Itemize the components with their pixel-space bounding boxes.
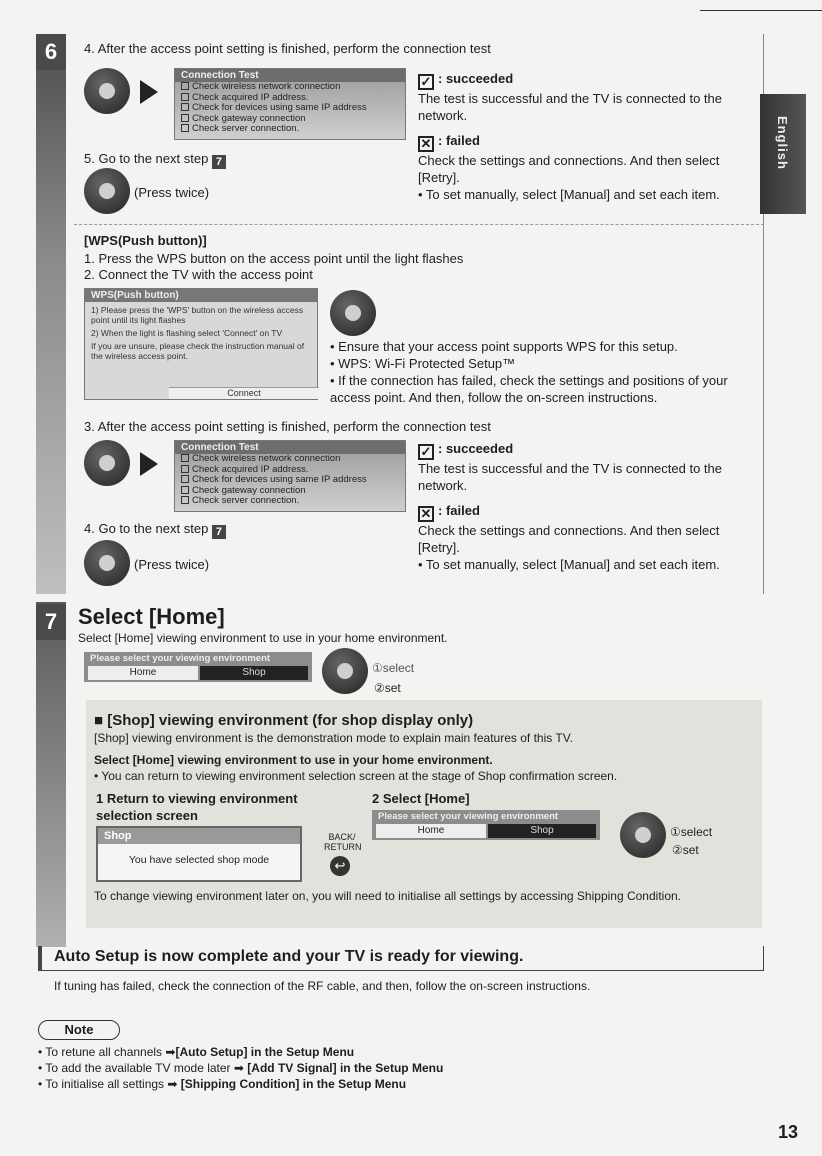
shop-desc: [Shop] viewing environment is the demonstration mode to explain main features of this TV. [94,731,573,745]
remote-ok-icon [620,812,666,858]
step6-b-step3: 3. After the access point setting is finished, perform the connection test [84,419,491,434]
remote-ok-icon [322,648,368,694]
succeeded-label: : succeeded [438,441,514,456]
env-select-bar [84,652,312,682]
env-title: Please select your viewing environment [90,653,271,664]
checkbox-icon [181,486,189,494]
check-item: Check for devices using same IP address [192,102,367,113]
env-title: Please select your viewing environment [378,811,559,822]
back-icon: ↩ [330,856,350,876]
shop-panel-title: Shop [98,828,300,844]
wps-p1: 1) Please press the 'WPS' button on the wireless access point until its light flashes [91,305,304,325]
shop-note: • You can return to viewing environment selection screen at the stage of Shop confirmation screen. [94,769,618,783]
step6-b-step4: 4. Go to the next step [84,521,209,536]
select-label: ①select [372,661,415,675]
wps-note: • If the connection has failed, check the settings and positions of your access point. And then, follow the on-screen instructions. [330,373,728,405]
step6-bar [36,34,66,594]
step7-intro: Select [Home] viewing environment to use in your home environment. [78,631,448,645]
remote-ok-icon [330,290,376,336]
step7-number: 7 [36,604,66,640]
note-pre: • To retune all channels [38,1045,163,1059]
succeeded-label: : succeeded [438,71,514,86]
remote-down-icon [84,540,130,586]
substep-num: 1 [96,791,104,806]
failed-icon: ✕ [418,506,434,522]
substep2-text: Select [Home] [382,791,470,806]
checkbox-icon [181,93,189,101]
succeeded-icon: ✓ [418,444,434,460]
manual-text: • To set manually, select [Manual] and set each item. [418,187,720,202]
wps-step2: 2. Connect the TV with the access point [84,267,313,282]
connection-test-panel [174,68,406,140]
panel-title: Connection Test [175,441,405,454]
wps-connect-button: Connect [169,387,319,399]
check-item: Check wireless network connection [192,81,341,92]
wps-step1: 1. Press the WPS button on the access point until the light flashes [84,251,464,266]
remote-ok-icon [84,68,130,114]
checkbox-icon [181,465,189,473]
env-shop: Shop [200,666,308,680]
shop-panel [96,826,302,882]
checkbox-icon [181,114,189,122]
select-label: ①select [670,825,713,839]
substep-num: 2 [372,791,380,806]
set-label: ②set [374,681,401,695]
shop-bold: Select [Home] viewing environment to use in your home environment. [94,753,493,767]
language-tab [760,94,806,214]
shop-heading: ■ [Shop] viewing environment (for shop display only) [94,712,474,729]
language-label: English [775,116,790,170]
back-return-label: BACK/ RETURN [324,832,362,852]
step7-title: Select [Home] [78,604,225,629]
connection-test-panel [174,440,406,512]
next-step-badge: 7 [212,155,226,169]
failed-icon: ✕ [418,136,434,152]
checkbox-icon [181,475,189,483]
failed-text: Check the settings and connections. And then select [Retry]. [418,153,720,185]
env-home: Home [88,666,198,680]
check-item: Check gateway connection [192,112,306,124]
succeeded-text: The test is successful and the TV is connected to the network. [418,91,722,123]
complete-text: Auto Setup is now complete and your TV is ready for viewing. [54,948,524,965]
press-twice: (Press twice) [134,185,210,200]
failed-text: Check the settings and connections. And then select [Retry]. [418,523,720,555]
arrow-icon: ➡ [233,1061,244,1075]
note-label: Note [38,1020,120,1040]
env-shop: Shop [488,824,596,838]
remote-ok-icon [84,440,130,486]
shop-panel-text: You have selected shop mode [128,854,270,866]
arrow-right-icon [140,452,158,476]
panel-title: Connection Test [175,69,405,82]
tuning-failed: If tuning has failed, check the connection of the RF cable, and then, follow the on-screen instructions. [54,979,591,993]
step6-number: 6 [36,34,66,70]
checkbox-icon [181,496,189,504]
set-label: ②set [672,843,699,857]
succeeded-icon: ✓ [418,74,434,90]
note-pre: • To initialise all settings [38,1077,165,1091]
failed-label: : failed [438,133,480,148]
check-item: Check gateway connection [192,484,306,496]
wps-heading: [WPS(Push button)] [84,233,207,248]
arrow-icon: ➡ [165,1045,176,1059]
note-bold: [Auto Setup] in the Setup Menu [175,1045,355,1059]
wps-panel [84,288,318,400]
check-item: Check for devices using same IP address [192,474,367,485]
wps-panel-title: WPS(Push button) [85,289,317,302]
check-item: Check server connection. [192,495,300,506]
failed-label: : failed [438,503,480,518]
wps-p3: If you are unsure, please check the instruction manual of the wireless access point. [91,341,305,361]
check-item: Check acquired IP address. [192,91,309,103]
arrow-icon: ➡ [167,1077,178,1091]
wps-p2: 2) When the light is flashing select 'Connect' on TV [91,328,283,338]
checkbox-icon [181,82,189,90]
substep1-text: Return to viewing environment selection screen [96,791,298,823]
press-twice: (Press twice) [134,557,210,572]
arrow-right-icon [140,80,158,104]
divider [74,224,764,225]
remote-down-icon [84,168,130,214]
check-item: Check acquired IP address. [192,463,309,475]
manual-text: • To set manually, select [Manual] and set each item. [418,557,720,572]
check-item: Check server connection. [192,123,300,134]
next-step-badge: 7 [212,525,226,539]
note-pre: • To add the available TV mode later [38,1061,231,1075]
succeeded-text: The test is successful and the TV is connected to the network. [418,461,722,493]
step7-bar [36,602,66,947]
page-number: 13 [778,1122,799,1142]
env-home: Home [376,824,486,838]
top-rule [700,10,822,11]
env-select-bar [372,810,600,840]
note-bold: [Add TV Signal] in the Setup Menu [247,1061,444,1075]
wps-note: • Ensure that your access point supports WPS for this setup. [330,339,678,354]
checkbox-icon [181,454,189,462]
checkbox-icon [181,103,189,111]
check-item: Check wireless network connection [192,453,341,464]
checkbox-icon [181,124,189,132]
note-bold: [Shipping Condition] in the Setup Menu [180,1077,407,1091]
change-later: To change viewing environment later on, you will need to initialise all settings by accessing Shipping Condition. [94,889,682,903]
step6-a-step4: 4. After the access point setting is finished, perform the connection test [84,41,491,56]
step6-a-step5: 5. Go to the next step [84,151,209,166]
complete-banner [38,946,764,971]
wps-note: • WPS: Wi-Fi Protected Setup™ [330,356,516,371]
